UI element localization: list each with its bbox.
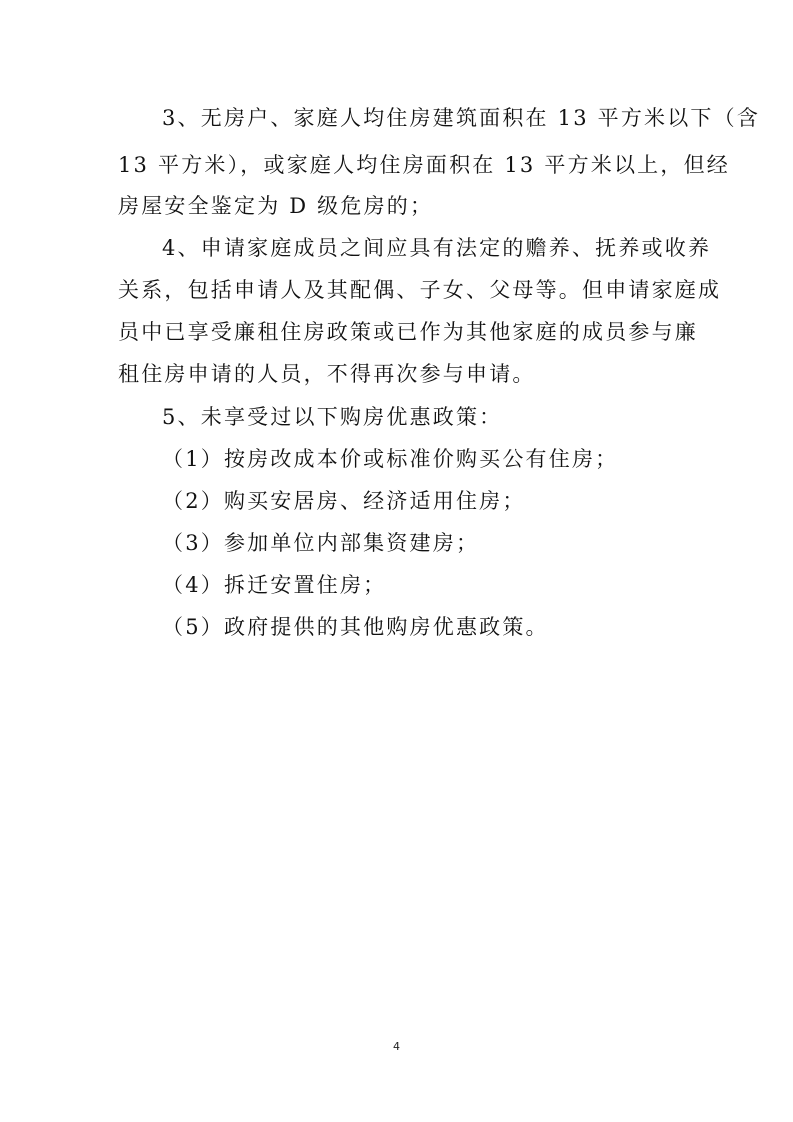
policy-list-item: （5）政府提供的其他购房优惠政策。 — [162, 615, 549, 639]
paragraph-4-line-1: 4、申请家庭成员之间应具有法定的赡养、抚养或收养 — [162, 236, 712, 260]
paragraph-3-line-3: 房屋安全鉴定为 D 级危房的； — [118, 194, 434, 218]
paragraph-3-line-2: 13 平方米），或家庭人均住房面积在 13 平方米以上，但经 — [118, 153, 730, 177]
policy-list-item: （2）购买安居房、经济适用住房； — [162, 489, 526, 513]
paragraph-4-line-3: 员中已享受廉租住房政策或已作为其他家庭的成员参与廉 — [118, 320, 698, 344]
page-number: 4 — [393, 1040, 400, 1053]
policy-list-item: （4）拆迁安置住房； — [162, 573, 387, 597]
paragraph-4-line-4: 租住房申请的人员，不得再次参与申请。 — [118, 362, 536, 386]
paragraph-3-line-1: 3、无房户、家庭人均住房建筑面积在 13 平方米以下（含 — [162, 106, 761, 130]
policy-list-item: （1）按房改成本价或标准价购买公有住房； — [162, 447, 619, 471]
paragraph-4-line-2: 关系，包括申请人及其配偶、子女、父母等。但申请家庭成 — [118, 278, 722, 302]
paragraph-5-heading: 5、未享受过以下购房优惠政策： — [162, 405, 503, 429]
policy-list-item: （3）参加单位内部集资建房； — [162, 531, 480, 555]
